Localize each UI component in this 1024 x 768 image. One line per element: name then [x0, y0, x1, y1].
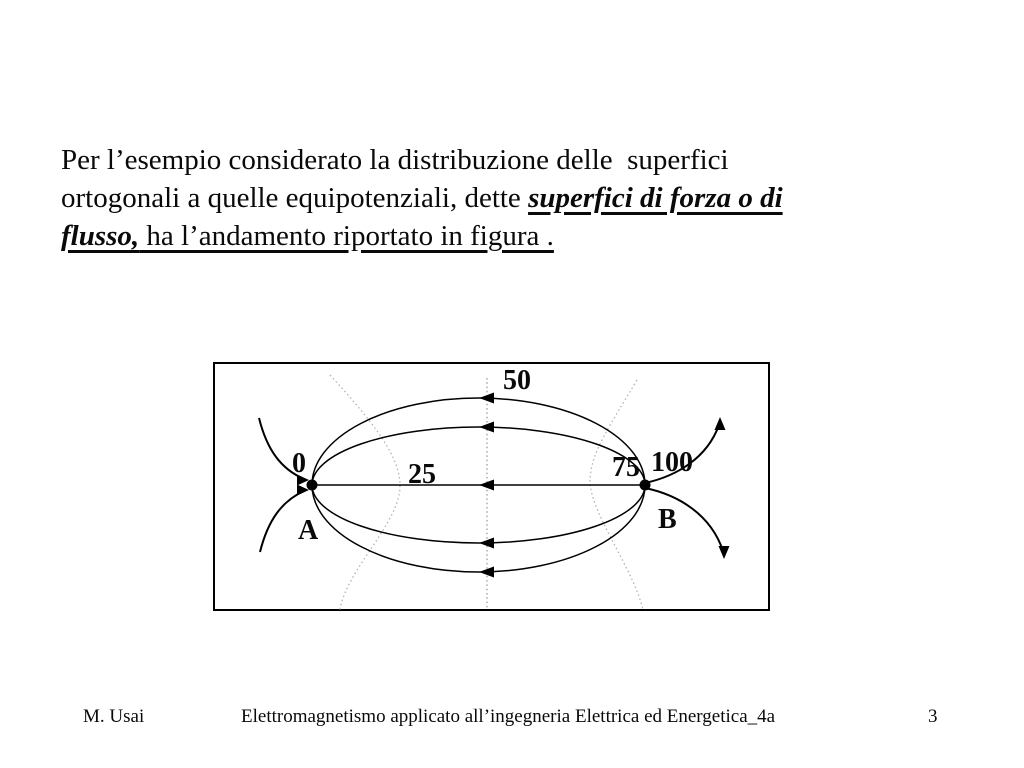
equipotential-75-dotted-curve — [590, 380, 643, 610]
arrowhead-down-icon — [719, 546, 730, 559]
arrowhead-up-icon — [715, 417, 726, 430]
point-a-dot — [307, 480, 318, 491]
body-text — [61, 141, 783, 255]
emphasis-flusso: flusso, — [61, 220, 140, 252]
text-segment: Per l’esempio considerato la distribuzione delle superfici — [61, 144, 729, 176]
external-field-line-b-lower — [645, 488, 723, 551]
label-50: 50 — [503, 365, 531, 396]
footer-author: M. Usai — [83, 706, 145, 727]
body-text-line-1 — [61, 141, 783, 179]
emphasis-superfici-di-forza: superfici di forza o di — [528, 182, 783, 214]
body-text-line-3 — [61, 217, 783, 255]
footer-course-title: Elettromagnetismo applicato all’ingegneria Elettrica ed Energetica_4a — [241, 706, 776, 727]
text-segment: ortogonali a quelle equipotenziali, dette — [61, 182, 529, 214]
arrowhead-left-icon — [479, 393, 494, 404]
flux-lines-figure — [213, 362, 770, 611]
label-point-b: B — [658, 504, 677, 535]
arrowhead-left-icon — [479, 480, 494, 491]
footer-page-number: 3 — [928, 706, 938, 727]
label-100: 100 — [651, 447, 693, 478]
body-text-line-2 — [61, 179, 783, 217]
equipotential-25-dotted-curve — [330, 375, 400, 610]
underlined-text: ha l’andamento riportato in figura . — [139, 220, 554, 252]
point-b-dot — [640, 480, 651, 491]
label-point-a: A — [298, 515, 319, 546]
label-0: 0 — [292, 448, 306, 479]
label-75: 75 — [612, 452, 640, 483]
label-25: 25 — [408, 459, 436, 490]
